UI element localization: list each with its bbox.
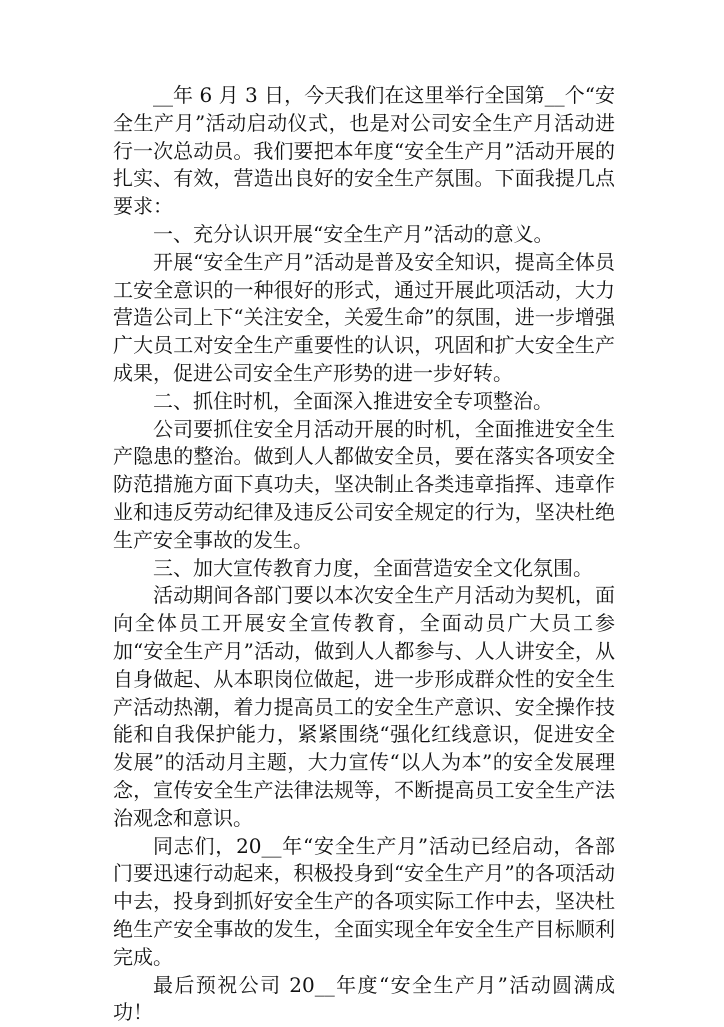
paragraph-closing: 最后预祝公司 20__年度“安全生产月”活动圆满成功！ — [113, 972, 615, 1027]
heading-point-one: 一、充分认识开展“安全生产月”活动的意义。 — [113, 221, 615, 249]
paragraph-point-two: 公司要抓住安全月活动开展的时机，全面推进安全生产隐患的整治。做到人人都做安全员，要在落实各项安全防范措施方面下真功夫，坚决制止各类违章指挥、违章作业和违反劳动纪律及违反公司安全规定的行为，坚决杜绝生产安全事故的发生。 — [113, 416, 615, 555]
paragraph-comrades: 同志们，20__年“安全生产月”活动已经启动，各部门要迅速行动起来，积极投身到“安全生产月”的各项活动中去，投身到抓好安全生产的各项实际工作中去，坚决杜绝生产安全事故的发生，全面实现全年安全生产目标顺利完成。 — [113, 833, 615, 972]
paragraph-opening: __年 6 月 3 日，今天我们在这里举行全国第__个“安全生产月”活动启动仪式，也是对公司安全生产月活动进行一次总动员。我们要把本年度“安全生产月”活动开展的扎实、有效，营造出良好的安全生产氛围。下面我提几点要求： — [113, 82, 615, 221]
heading-point-two: 二、抓住时机，全面深入推进安全专项整治。 — [113, 388, 615, 416]
document-body — [113, 82, 615, 1027]
heading-point-three: 三、加大宣传教育力度，全面营造安全文化氛围。 — [113, 555, 615, 583]
paragraph-point-one: 开展“安全生产月”活动是普及安全知识，提高全体员工安全意识的一种很好的形式，通过开展此项活动，大力营造公司上下“关注安全，关爱生命”的氛围，进一步增强广大员工对安全生产重要性的认识，巩固和扩大安全生产成果，促进公司安全生产形势的进一步好转。 — [113, 249, 615, 388]
paragraph-point-three: 活动期间各部门要以本次安全生产月活动为契机，面向全体员工开展安全宣传教育，全面动员广大员工参加“安全生产月”活动，做到人人都参与、人人讲安全，从自身做起、从本职岗位做起，进一步形成群众性的安全生产活动热潮，着力提高员工的安全生产意识、安全操作技能和自我保护能力，紧紧围绕“强化红线意识，促进安全发展”的活动月主题，大力宣传“以人为本”的安全发展理念，宣传安全生产法律法规等，不断提高员工安全生产法治观念和意识。 — [113, 582, 615, 832]
